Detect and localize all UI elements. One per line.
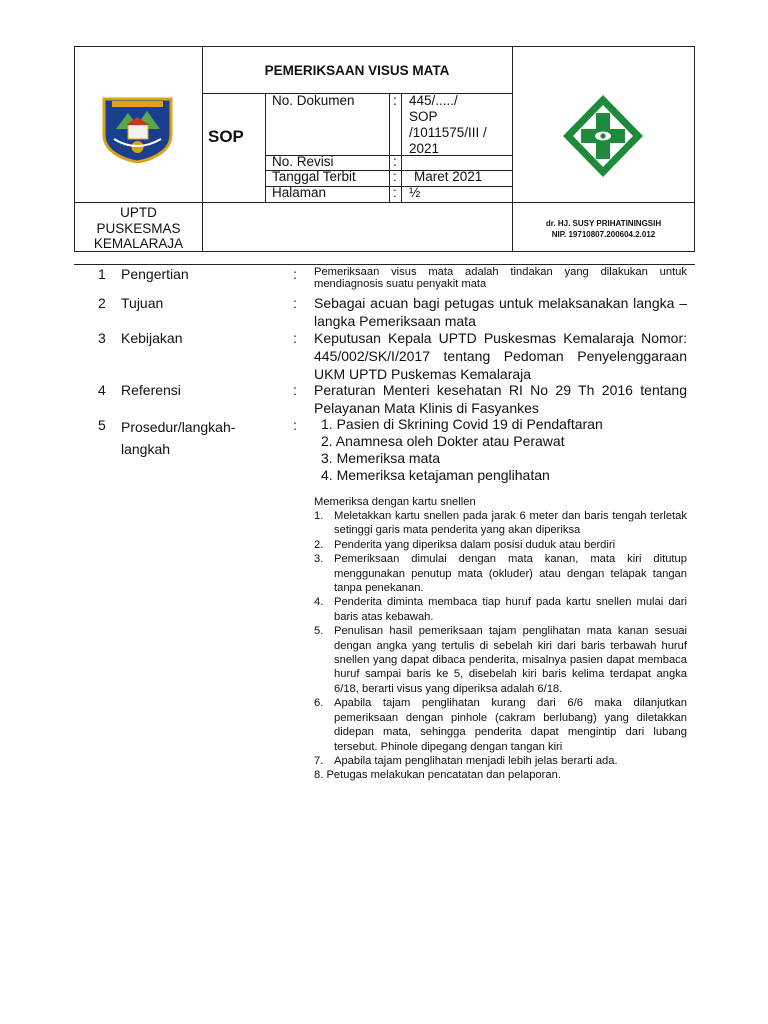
snellen-intro: Memeriksa dengan kartu snellen [314,496,476,508]
section-3-sep: : [293,330,297,346]
field-sep: : [393,185,397,200]
section-3-text: Keputusan Kepala UPTD Puskesmas Kemalaraja Nomor: 445/002/SK/I/2017 tentang Pedoman Penyelenggaraan UKM UPTD Puskemas Kemalaraja [314,330,687,382]
field-label-tanggal-terbit: Tanggal Terbit [272,169,356,184]
field-sep: : [393,154,397,169]
kabupaten-emblem-icon [100,95,175,163]
section-2-label: Tujuan [121,295,164,311]
list-item: 2. Anamnesa oleh Dokter atau Perawat [321,433,565,449]
section-4-sep: : [293,382,297,398]
section-2-sep: : [293,295,297,311]
section-1-number: 1 [98,266,106,282]
signatory-nip: NIP. 19710807.200604.2.012 [551,230,656,239]
snellen-last-step: 8. Petugas melakukan pencatatan dan pelaporan. [314,769,561,782]
signatory [512,218,695,240]
puskesmas-logo-icon [557,91,649,181]
list-item: 5. Penulisan hasil pemeriksaan tajam penglihatan mata kanan sesuai dengan angka yang tertulis di sebelah kiri dari baris terbawah huruf snellen yang dapat dibaca penderita, misalnya pasien dapat membaca huruf sampai baris ke 5, disebelah kiri baris kelima terdapat angka 6/18, berarti visus yang diperiksa adalah 6/18. [314,625,687,695]
list-item: 3. Memeriksa mata [321,450,441,466]
field-label-no-revisi: No. Revisi [272,154,334,169]
list-item: 1. Pasien di Skrining Covid 19 di Pendaftaran [321,416,603,432]
no-dokumen-value: 445/...../ SOP /1011575/III / 2021 [409,93,487,156]
section-5-sep: : [293,417,297,433]
section-4-text: Peraturan Menteri kesehatan RI No 29 Th 2016 tentang Pelayanan Mata Klinis di Fasyankes [314,382,687,416]
section-2-number: 2 [98,295,106,311]
section-1-text: Pemeriksaan visus mata adalah tindakan yang dilakukan untuk mendiagnosis suatu penyakit mata [314,266,687,290]
list-item: 4. Memeriksa ketajaman penglihatan [321,467,550,483]
list-item: 2. Penderita yang diperiksa dalam posisi duduk atau berdiri [314,538,616,551]
tanggal-terbit-value: Maret 2021 [414,169,483,184]
list-item: 6. Apabila tajam penglihatan kurang dari 6/6 maka dilanjutkan pemeriksaan dengan pinhole (cakram berlubang) yang diletakkan didepan mata, sehingga penderita dapat mengintip dari lubang tersebut. Phinole dipegang dengan tangan kiri [314,697,687,753]
field-sep: : [393,93,397,108]
document-title: PEMERIKSAAN VISUS MATA [264,63,450,78]
list-item: 1. Meletakkan kartu snellen pada jarak 6 meter dan baris tengah terletak setinggi garis mata penderita yang akan diperiksa [314,510,687,537]
list-item: 3. Pemeriksaan dimulai dengan mata kanan, mata kiri ditutup menggunakan penutup mata (okluder) atau dengan telapak tangan tanpa penekanan. [314,553,687,595]
field-sep: : [393,169,397,184]
procedure-list [321,416,603,484]
section-2-text: Sebagai acuan bagi petugas untuk melaksanakan langka – langka Pemeriksaan mata [314,295,687,329]
field-label-halaman: Halaman [272,185,327,200]
org-name: UPTD PUSKESMAS KEMALARAJA [93,205,184,251]
section-5-label: Prosedur/langkah- langkah [121,419,236,457]
section-5-number: 5 [98,417,106,433]
section-1-sep: : [293,266,297,282]
list-item: 4. Penderita diminta membaca tiap huruf pada kartu snellen mulai dari baris atas kebawah. [314,596,687,623]
list-item: 7. Apabila tajam penglihatan menjadi lebih jelas berarti ada. [314,754,618,767]
field-label-no-dokumen: No. Dokumen [272,93,355,108]
halaman-value: ½ [409,185,421,200]
section-4-number: 4 [98,382,106,398]
section-3-number: 3 [98,330,106,346]
sop-label: SOP [208,127,244,146]
section-4-label: Referensi [121,382,181,398]
section-3-label: Kebijakan [121,330,183,346]
section-1-label: Pengertian [121,266,189,282]
snellen-steps [314,509,687,783]
signatory-name: dr. HJ. SUSY PRIHATININGSIH [545,219,662,228]
